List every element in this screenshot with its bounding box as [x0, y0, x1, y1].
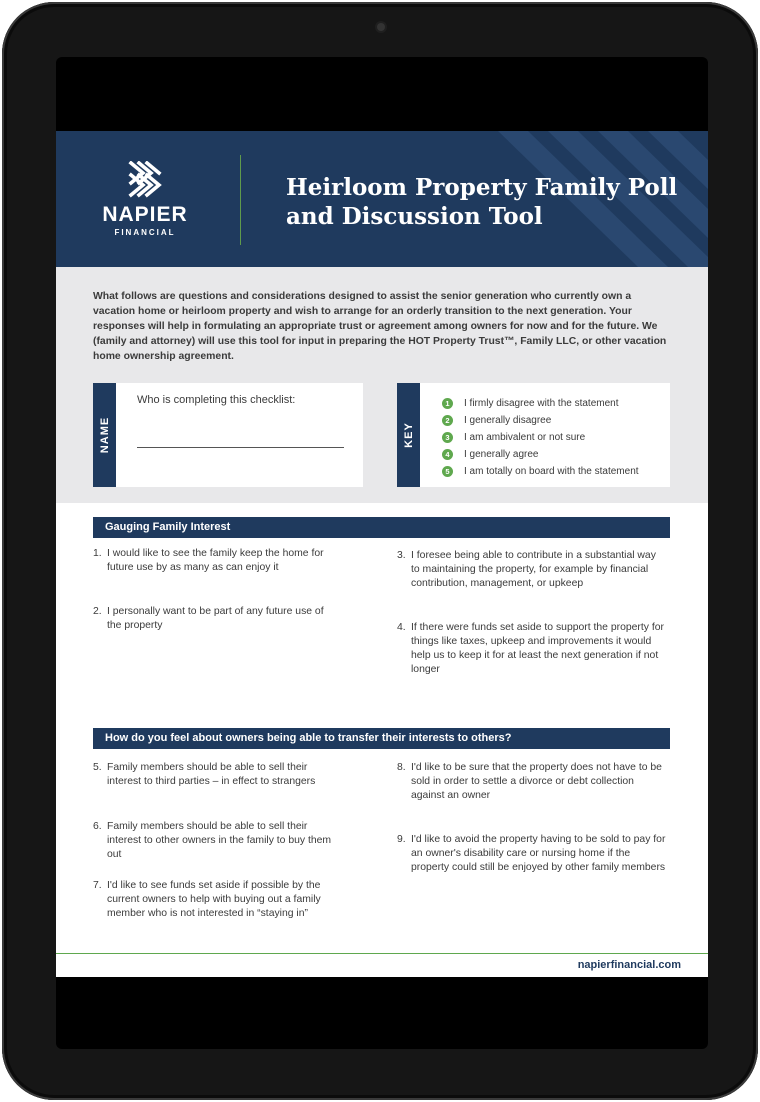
intro-section [56, 267, 708, 503]
question-text: I personally want to be part of any future use of the property [107, 606, 324, 631]
brand-name: NAPIER [102, 203, 188, 226]
question-text: I would like to see the family keep the home for future use by as many as can enjoy it [107, 548, 324, 573]
key-item-label: I am totally on board with the statement [464, 466, 639, 477]
question-text: Family members should be able to sell their interest to third parties – in effect to strangers [107, 762, 316, 787]
question-number: 6. [93, 821, 102, 832]
tablet-screen [56, 57, 708, 1049]
key-item-label: I firmly disagree with the statement [464, 398, 619, 409]
question-item [397, 833, 667, 875]
title-line-2: and Discussion Tool [286, 203, 543, 230]
key-item-label: I generally agree [464, 449, 539, 460]
question-text: I foresee being able to contribute in a substantial way to maintaining the property, for example by financial contribution, management, or upkeep [411, 550, 656, 589]
key-number-badge: 5 [442, 466, 453, 477]
footer-divider [56, 953, 708, 954]
key-number-badge: 3 [442, 432, 453, 443]
key-item [442, 429, 639, 446]
title-line-1: Heirloom Property Family Poll [286, 174, 678, 201]
question-text: Family members should be able to sell their interest to other owners in the family to buy them out [107, 821, 332, 860]
brand-subname: FINANCIAL [114, 228, 176, 237]
tablet-frame [2, 2, 758, 1100]
document-title [286, 173, 696, 231]
name-card [93, 383, 363, 487]
key-item [442, 395, 639, 412]
question-item [93, 879, 338, 921]
key-number-badge: 1 [442, 398, 453, 409]
napier-logo [100, 161, 190, 237]
question-item [93, 547, 338, 575]
question-number: 5. [93, 762, 102, 773]
key-number-badge: 2 [442, 415, 453, 426]
header-divider [240, 155, 241, 245]
header-banner [56, 131, 708, 267]
section-header-transfer-interests: How do you feel about owners being able to transfer their interests to others? [93, 728, 670, 749]
question-number: 4. [397, 622, 406, 633]
key-tab [397, 383, 420, 487]
key-item [442, 463, 639, 480]
question-item [397, 621, 667, 677]
question-text: I'd like to avoid the property having to be sold to pay for an owner's disability care or nursing home if the property could still be enjoyed by other family members [411, 834, 666, 873]
question-number: 1. [93, 548, 102, 559]
question-text: If there were funds set aside to support the property for things like taxes, upkeep and improvements it would help us to keep it for at least the next generation if not longer [411, 622, 664, 675]
question-text: I'd like to see funds set aside if possible by the current owners to help with buying out a family member who is not interested in “staying in” [107, 880, 321, 919]
intro-paragraph: What follows are questions and considerations designed to assist the senior generation who currently own a vacation home or heirloom property and wish to arrange for an orderly transition to the next generation. Your responses will help in formulating an appropriate trust or agreement among owners for now and for the future. We (family and attorney) will use this tool for input in preparing the HOT Property Trust™, Family LLC, or other vacation home ownership agreement. [93, 291, 667, 362]
question-item [397, 761, 667, 803]
name-tab [93, 383, 116, 487]
key-card [397, 383, 670, 487]
question-number: 9. [397, 834, 406, 845]
camera-icon [377, 23, 385, 31]
question-number: 2. [93, 606, 102, 617]
key-item-label: I am ambivalent or not sure [464, 432, 586, 443]
question-number: 8. [397, 762, 406, 773]
section-header-gauging-interest: Gauging Family Interest [93, 517, 670, 538]
name-entry-line[interactable] [137, 447, 344, 448]
question-item [93, 820, 338, 862]
key-item-label: I generally disagree [464, 415, 552, 426]
key-number-badge: 4 [442, 449, 453, 460]
key-item [442, 412, 639, 429]
question-number: 3. [397, 550, 406, 561]
name-prompt: Who is completing this checklist: [137, 394, 296, 406]
napier-chevron-logo-icon [127, 161, 163, 199]
question-item [93, 605, 338, 633]
key-tab-label: KEY [402, 422, 415, 448]
key-item [442, 446, 639, 463]
footer-website-link[interactable]: napierfinancial.com [577, 959, 681, 971]
question-item [93, 761, 338, 789]
question-number: 7. [93, 880, 102, 891]
question-item [397, 549, 667, 591]
document-page [56, 131, 708, 977]
key-list [442, 395, 639, 480]
name-tab-label: NAME [98, 416, 111, 454]
question-text: I'd like to be sure that the property does not have to be sold in order to settle a divorce or debt collection against an owner [411, 762, 662, 801]
